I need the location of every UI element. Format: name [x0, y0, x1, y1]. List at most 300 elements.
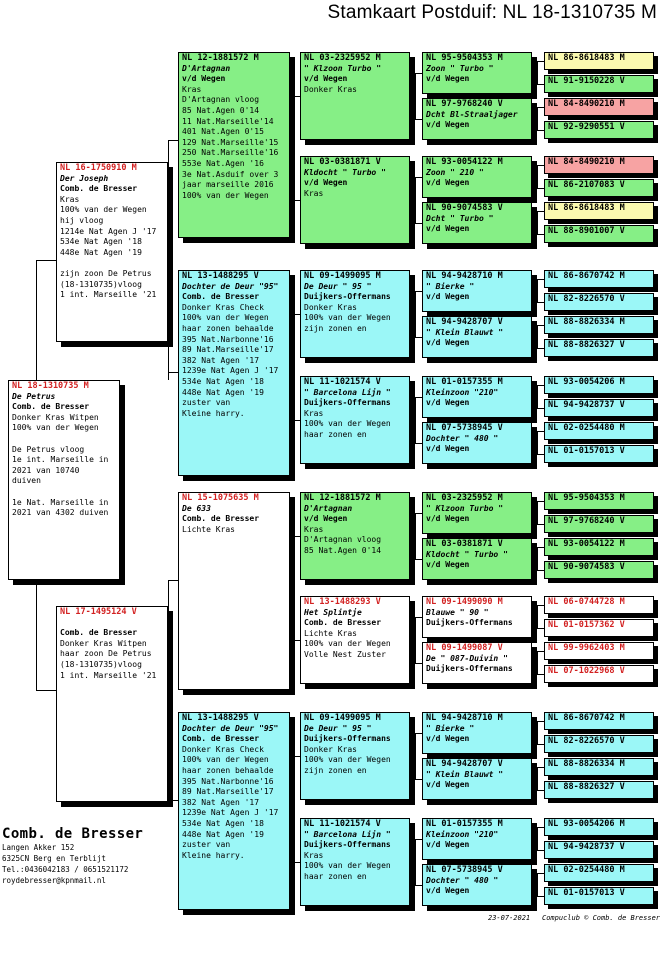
gen5-card-32	[544, 887, 654, 905]
pedigree-text: v/d Wegen	[426, 734, 470, 744]
connector-line	[294, 314, 300, 315]
pedigree-text: v/d Wegen	[426, 780, 470, 790]
pedigree-text: 11 Nat.Marseille'14	[182, 116, 274, 126]
pedigree-text: Het Splintje	[304, 607, 362, 617]
connector-line	[537, 721, 544, 722]
pedigree-text: 85 Nat.Agen 0'14	[304, 545, 382, 555]
gen5-card-27	[544, 758, 654, 776]
connector-line	[537, 873, 544, 874]
connector-line	[415, 617, 416, 663]
connector-line	[294, 96, 300, 97]
connector-line	[537, 524, 544, 525]
pedigree-text: D'Artagnan	[304, 503, 353, 513]
connector-line	[168, 800, 178, 801]
connector-line	[537, 873, 538, 896]
ring-number: NL 09-1499095 M	[304, 271, 381, 281]
gen4-card-7	[422, 376, 532, 418]
gen5-card-22	[544, 619, 654, 637]
pedigree-text: 448e Nat Agen '19	[182, 387, 264, 397]
connector-line	[537, 348, 544, 349]
connector-line	[415, 443, 422, 444]
gen3-card-4	[300, 376, 410, 464]
ring-number: NL 93-0054122 M	[426, 157, 503, 167]
pedigree-text	[9, 434, 119, 445]
gen5-card-26	[544, 735, 654, 753]
pedigree-text: 401 Nat.Agen 0'15	[182, 127, 264, 137]
pedigree-text: 100% van der Wegen	[182, 313, 269, 323]
pedigree-text: zuster van	[182, 840, 231, 850]
connector-line	[537, 279, 538, 302]
pedigree-text: 395 Nat.Narbonne'16	[182, 776, 274, 786]
pedigree-text: Comb. de Bresser	[304, 618, 382, 628]
pedigree-text: Dcht Bl-Straaljager	[426, 109, 518, 119]
pedigree-text: 2021 van 10740	[12, 465, 80, 475]
ring-number: NL 11-1021574 V	[304, 377, 381, 387]
connector-line	[294, 536, 295, 640]
connector-line	[294, 420, 300, 421]
pedigree-text: Kras	[304, 850, 324, 860]
pedigree-text: 129 Nat.Marseille'15	[182, 137, 279, 147]
pedigree-text: 100% van der Wegen	[304, 755, 391, 765]
pedigree-text: Duijkers-Offermans	[304, 734, 391, 744]
pedigree-text: 85 Nat.Agen 0'14	[182, 105, 260, 115]
gen5-card-7	[544, 202, 654, 220]
dam-card	[56, 606, 168, 802]
connector-line	[537, 325, 544, 326]
ring-number: NL 86-8670742 M	[548, 271, 625, 281]
pedigree-text: De " 087-Duivin "	[426, 653, 508, 663]
gen5-card-18	[544, 515, 654, 533]
gen5-card-13	[544, 376, 654, 394]
ring-number: NL 07-5738945 V	[426, 423, 503, 433]
pedigree-text: 534e Nat Agen '18	[182, 818, 264, 828]
connector-line	[537, 651, 544, 652]
connector-line	[415, 119, 422, 120]
ring-number: NL 11-1021574 V	[304, 819, 381, 829]
ring-number: NL 88-8901007 V	[548, 226, 625, 236]
pedigree-text: Duijkers-Offermans	[426, 618, 513, 628]
ring-number: NL 88-8826327 V	[548, 340, 625, 350]
ring-number: NL 94-9428710 M	[426, 271, 503, 281]
owner-phone: Tel.:0436042183 / 0651521172	[2, 865, 129, 874]
pedigree-text: " Klein Blauwt "	[426, 327, 504, 337]
pedigree-text: haar zonen behaalde	[182, 765, 274, 775]
ring-number: NL 02-0254480 M	[548, 423, 625, 433]
connector-line	[168, 140, 178, 141]
pedigree-text: 534e Nat Agen '18	[182, 376, 264, 386]
pedigree-text: Donker Kras Witpen	[60, 638, 147, 648]
pedigree-text: 1239e Nat Agen J '17	[182, 808, 279, 818]
pedigree-text: haar zonen en	[304, 871, 367, 881]
gen5-card-2	[544, 75, 654, 93]
connector-line	[415, 397, 416, 443]
pedigree-text	[57, 618, 167, 629]
pedigree-text: v/d Wegen	[182, 74, 226, 84]
connector-line	[537, 165, 544, 166]
connector-line	[168, 580, 178, 581]
gen5-card-24	[544, 665, 654, 683]
connector-line	[415, 223, 422, 224]
pedigree-text: Dochter " 480 "	[426, 875, 499, 885]
gen5-card-29	[544, 818, 654, 836]
pedigree-text: Kras	[182, 84, 202, 94]
gen4-card-5	[422, 270, 532, 312]
ring-number: NL 88-8826334 M	[548, 317, 625, 327]
pedigree-text: Comb. de Bresser	[12, 402, 90, 412]
pedigree-text: Comb. de Bresser	[182, 514, 260, 524]
copyright: Compuclub © Comb. de Bresser	[542, 914, 661, 922]
pedigree-text: v/d Wegen	[426, 224, 470, 234]
ring-number: NL 18-1310735 M	[12, 381, 89, 391]
connector-line	[537, 651, 538, 674]
pedigree-text: 2021 van 4302 duiven	[12, 508, 109, 518]
connector-line	[537, 107, 544, 108]
ring-number: NL 94-9428737 V	[548, 842, 625, 852]
pedigree-text: 100% van der Wegen	[182, 190, 269, 200]
gen3-card-5	[300, 492, 410, 580]
ring-number: NL 09-1499087 V	[426, 643, 503, 653]
gen3-card-8	[300, 818, 410, 906]
gen3-card-3	[300, 270, 410, 358]
connector-line	[537, 211, 544, 212]
ring-number: NL 02-0254480 M	[548, 865, 625, 875]
gen2-card-4	[178, 712, 290, 910]
connector-line	[537, 501, 544, 502]
ring-number: NL 86-8670742 M	[548, 713, 625, 723]
gen5-card-1	[544, 52, 654, 70]
ring-number: NL 95-9504353 M	[426, 53, 503, 63]
gen5-card-25	[544, 712, 654, 730]
ring-number: NL 93-0054206 M	[548, 819, 625, 829]
pedigree-text: Donker Kras Check	[182, 744, 264, 754]
pedigree-text: zijn zonen en	[304, 323, 367, 333]
pedigree-text: v/d Wegen	[426, 292, 470, 302]
connector-line	[537, 547, 544, 548]
connector-line	[537, 130, 544, 131]
pedigree-text: 89 Nat.Marseille'17	[182, 787, 274, 797]
connector-line	[537, 547, 538, 570]
pedigree-text: 100% van der Wegen	[304, 639, 391, 649]
gen4-card-4	[422, 202, 532, 244]
gen4-card-1	[422, 52, 532, 94]
ring-number: NL 93-0054206 M	[548, 377, 625, 387]
gen5-card-20	[544, 561, 654, 579]
connector-line	[537, 896, 544, 897]
ring-number: NL 88-8826327 V	[548, 782, 625, 792]
pedigree-text: zuster van	[182, 398, 231, 408]
pedigree-text: " Bierke "	[426, 723, 475, 733]
pedigree-text: haar zonen en	[304, 429, 367, 439]
owner-address: Langen Akker 152	[2, 843, 75, 852]
gen4-card-16	[422, 864, 532, 906]
pedigree-text: De Deur " 95 "	[304, 723, 372, 733]
connector-line	[294, 862, 300, 863]
gen5-card-23	[544, 642, 654, 660]
ring-number: NL 03-2325952 M	[426, 493, 503, 503]
connector-line	[537, 279, 544, 280]
pedigree-text: 250 Nat.Marseille'16	[182, 148, 279, 158]
connector-line	[36, 580, 37, 690]
ring-number: NL 13-1488293 V	[304, 597, 381, 607]
pedigree-text	[9, 487, 119, 498]
gen5-card-21	[544, 596, 654, 614]
connector-line	[537, 211, 538, 234]
sire-card	[56, 162, 168, 342]
connector-line	[36, 260, 37, 380]
pedigree-text: Dochter " 480 "	[426, 433, 499, 443]
connector-line	[294, 756, 295, 862]
pedigree-text	[57, 258, 167, 269]
connector-line	[415, 73, 416, 119]
pedigree-text: De Petrus	[12, 391, 56, 401]
pedigree-text: D'Artagnan vloog	[304, 535, 382, 545]
connector-line	[415, 617, 422, 618]
connector-line	[537, 61, 544, 62]
pedigree-text: " Klein Blauwt "	[426, 769, 504, 779]
gen5-card-4	[544, 121, 654, 139]
pedigree-text: Kldocht " Turbo "	[304, 167, 386, 177]
pedigree-text: Duijkers-Offermans	[304, 398, 391, 408]
ring-number: NL 97-9768240 V	[426, 99, 503, 109]
connector-line	[537, 827, 538, 850]
ring-number: NL 01-0157355 M	[426, 819, 503, 829]
connector-line	[537, 325, 538, 348]
ring-number: NL 82-8226570 V	[548, 294, 625, 304]
pedigree-text: 1 int. Marseille '21	[60, 290, 157, 300]
connector-line	[537, 674, 544, 675]
connector-line	[294, 756, 300, 757]
gen5-card-8	[544, 225, 654, 243]
pedigree-text: v/d Wegen	[426, 514, 470, 524]
connector-line	[415, 177, 422, 178]
connector-line	[537, 165, 538, 188]
ring-number: NL 16-1750910 M	[60, 163, 137, 173]
pedigree-text: D'Artagnan vloog	[182, 95, 260, 105]
page-title: Stamkaart Postduif: NL 18-1310735 M	[327, 2, 657, 23]
pedigree-text: v/d Wegen	[426, 74, 470, 84]
ring-number: NL 86-8618483 M	[548, 53, 625, 63]
connector-line	[415, 779, 422, 780]
pedigree-text: Kleine harry.	[182, 408, 245, 418]
gen4-card-8	[422, 422, 532, 464]
pedigree-text: jaar marseille 2016	[182, 180, 274, 190]
connector-line	[537, 605, 544, 606]
connector-line	[168, 372, 178, 373]
pedigree-text: Comb. de Bresser	[182, 292, 260, 302]
pedigree-text: zijn zoon De Petrus	[60, 268, 152, 278]
ring-number: NL 90-9074583 V	[548, 562, 625, 572]
pedigree-text: Kras	[60, 194, 80, 204]
gen3-card-6	[300, 596, 410, 684]
gen4-card-6	[422, 316, 532, 358]
connector-line	[537, 744, 544, 745]
ring-number: NL 93-0054122 M	[548, 539, 625, 549]
gen5-card-10	[544, 293, 654, 311]
pedigree-text: (18-1310735)vloog	[60, 279, 142, 289]
gen4-card-3	[422, 156, 532, 198]
gen5-card-30	[544, 841, 654, 859]
connector-line	[537, 302, 544, 303]
pedigree-text: v/d Wegen	[426, 178, 470, 188]
pedigree-text: Donker Kras	[304, 84, 357, 94]
pedigree-text: Lichte Kras	[182, 524, 235, 534]
ring-number: NL 84-8490210 M	[548, 157, 625, 167]
pedigree-text: v/d Wegen	[426, 398, 470, 408]
connector-line	[537, 570, 544, 571]
pedigree-text: Kleinzoon "210"	[426, 387, 499, 397]
ring-number: NL 01-0157013 V	[548, 888, 625, 898]
pedigree-text: 1239e Nat Agen J '17	[182, 366, 279, 376]
ring-number: NL 03-2325952 M	[304, 53, 381, 63]
owner-email: roydebresser@kpnmail.nl	[2, 876, 106, 885]
gen5-card-5	[544, 156, 654, 174]
connector-line	[537, 188, 544, 189]
ring-number: NL 03-0381871 V	[304, 157, 381, 167]
pedigree-text: 100% van der Wegen	[182, 755, 269, 765]
pedigree-text: 382 Nat Agen '17	[182, 797, 260, 807]
gen5-card-17	[544, 492, 654, 510]
connector-line	[36, 260, 56, 261]
pedigree-text: Duijkers-Offermans	[426, 664, 513, 674]
ring-number: NL 01-0157355 M	[426, 377, 503, 387]
pedigree-text: Dcht " Turbo "	[426, 213, 494, 223]
ring-number: NL 91-9150228 V	[548, 76, 625, 86]
gen5-card-12	[544, 339, 654, 357]
pedigree-text: " Bierke "	[426, 281, 475, 291]
owner-block	[2, 826, 143, 886]
pedigree-text: 1214e Nat Agen J '17	[60, 226, 157, 236]
pedigree-text: Kras	[304, 408, 324, 418]
pedigree-text: Comb. de Bresser	[60, 184, 138, 194]
connector-line	[415, 513, 422, 514]
gen2-card-2	[178, 270, 290, 476]
gen5-card-19	[544, 538, 654, 556]
pedigree-text: Kras	[304, 524, 324, 534]
gen4-card-10	[422, 538, 532, 580]
pedigree-text: v/d Wegen	[304, 178, 348, 188]
pedigree-text: Zoon " 210 "	[426, 167, 484, 177]
gen5-card-14	[544, 399, 654, 417]
connector-line	[294, 96, 295, 200]
pedigree-text: " Klzoon Turbo "	[304, 63, 382, 73]
owner-city: 6325CN Berg en Terblijt	[2, 854, 106, 863]
connector-line	[537, 605, 538, 628]
ring-number: NL 94-9428710 M	[426, 713, 503, 723]
gen5-card-16	[544, 445, 654, 463]
gen5-card-6	[544, 179, 654, 197]
ring-number: NL 84-8490210 M	[548, 99, 625, 109]
pedigree-text: Comb. de Bresser	[182, 734, 260, 744]
gen3-card-2	[300, 156, 410, 244]
ring-number: NL 15-1075635 M	[182, 493, 259, 503]
print-date: 23-07-2021	[488, 914, 531, 922]
pedigree-text: Duijkers-Offermans	[304, 292, 391, 302]
pedigree-text: Donker Kras Witpen	[12, 412, 99, 422]
pedigree-text: 100% van der Wegen	[12, 423, 99, 433]
pedigree-text: 534e Nat Agen '18	[60, 237, 142, 247]
connector-line	[415, 397, 422, 398]
pedigree-text: Dochter de Deur "95"	[182, 723, 279, 733]
connector-line	[537, 385, 538, 408]
pedigree-text: De 633	[182, 503, 211, 513]
connector-line	[537, 431, 544, 432]
ring-number: NL 94-9428707 V	[426, 759, 503, 769]
pedigree-text: duiven	[12, 476, 41, 486]
connector-line	[537, 61, 538, 84]
ring-number: NL 12-1881572 M	[304, 493, 381, 503]
pedigree-text: 100% van der Wegen	[60, 205, 147, 215]
connector-line	[537, 84, 544, 85]
pedigree-text: Donker Kras Check	[182, 302, 264, 312]
gen5-card-11	[544, 316, 654, 334]
pedigree-text: Kleine harry.	[182, 850, 245, 860]
pedigree-text: v/d Wegen	[426, 886, 470, 896]
pedigree-text: 3e Nat.Asduif over 3	[182, 169, 279, 179]
ring-number: NL 07-1022968 V	[548, 666, 625, 676]
pedigree-text: zijn zonen en	[304, 765, 367, 775]
gen4-card-12	[422, 642, 532, 684]
pedigree-text: (18-1310735)vloog	[60, 659, 142, 669]
connector-line	[537, 431, 538, 454]
gen3-card-1	[300, 52, 410, 140]
pedigree-text: v/d Wegen	[426, 560, 470, 570]
ring-number: NL 99-9962403 M	[548, 643, 625, 653]
connector-line	[294, 200, 300, 201]
connector-line	[537, 721, 538, 744]
pedigree-text: Kldocht " Turbo "	[426, 549, 508, 559]
pedigree-text: 100% van der Wegen	[304, 419, 391, 429]
pedigree-text: haar zoon De Petrus	[60, 649, 152, 659]
connector-line	[168, 580, 169, 800]
gen4-card-11	[422, 596, 532, 638]
ring-number: NL 82-8226570 V	[548, 736, 625, 746]
pedigree-text: 395 Nat.Narbonne'16	[182, 334, 274, 344]
pedigree-text: " Barcelona Lijn "	[304, 829, 391, 839]
connector-line	[415, 663, 422, 664]
gen3-card-7	[300, 712, 410, 800]
connector-line	[537, 408, 544, 409]
connector-line	[294, 314, 295, 420]
connector-line	[537, 107, 538, 130]
ring-number: NL 94-9428737 V	[548, 400, 625, 410]
connector-line	[537, 790, 544, 791]
pedigree-text: Donker Kras	[304, 302, 357, 312]
connector-line	[294, 536, 300, 537]
connector-line	[168, 140, 169, 380]
connector-line	[415, 839, 416, 885]
ring-number: NL 97-9768240 V	[548, 516, 625, 526]
pedigree-text: v/d Wegen	[304, 514, 348, 524]
connector-line	[537, 767, 544, 768]
connector-line	[415, 177, 416, 223]
owner-name: Comb. de Bresser	[2, 826, 144, 842]
ring-number: NL 13-1488295 V	[182, 271, 259, 281]
pedigree-text: D'Artagnan	[182, 63, 231, 73]
gen5-card-3	[544, 98, 654, 116]
ring-number: NL 06-0744728 M	[548, 597, 625, 607]
ring-number: NL 01-0157013 V	[548, 446, 625, 456]
gen5-card-9	[544, 270, 654, 288]
ring-number: NL 12-1881572 M	[182, 53, 259, 63]
gen5-card-31	[544, 864, 654, 882]
connector-line	[537, 385, 544, 386]
pedigree-text: 553e Nat.Agen '16	[182, 158, 264, 168]
connector-line	[537, 501, 538, 524]
pedigree-text: Der Joseph	[60, 173, 109, 183]
pedigree-text: v/d Wegen	[426, 338, 470, 348]
pedigree-text: 382 Nat Agen '17	[182, 355, 260, 365]
ring-number: NL 92-9290551 V	[548, 122, 625, 132]
